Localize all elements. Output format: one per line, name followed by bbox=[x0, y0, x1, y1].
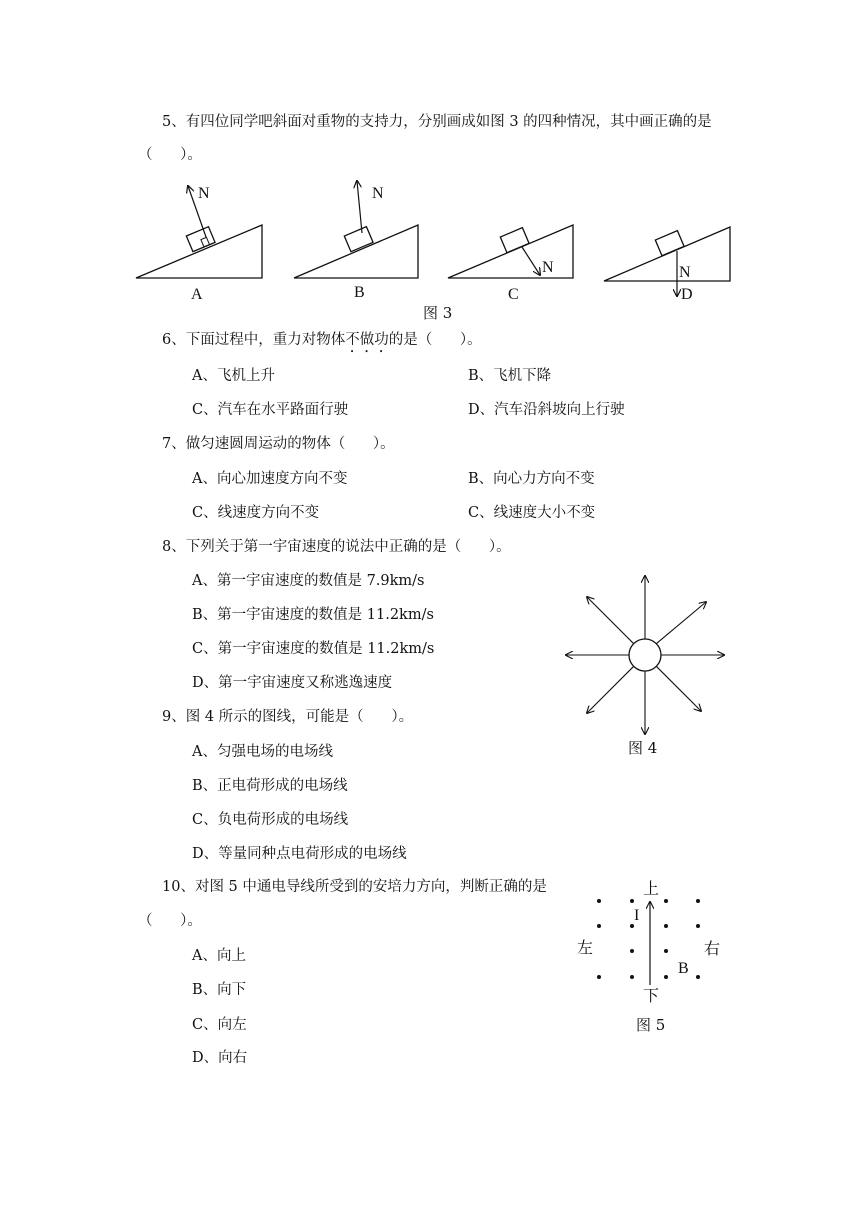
label-left: 左 bbox=[577, 940, 594, 957]
label-field: B bbox=[678, 960, 689, 977]
label-up: 上 bbox=[643, 881, 660, 898]
q6-option-c: C、汽车在水平路面行驶 bbox=[192, 402, 349, 418]
force-label-a: N bbox=[198, 185, 210, 202]
q9-option-c: C、负电荷形成的电场线 bbox=[192, 812, 349, 828]
q9-stem: 9、图 4 所示的图线，可能是（ ）。 bbox=[162, 709, 414, 725]
incline-a bbox=[136, 185, 262, 303]
q7-option-b: B、向心力方向不变 bbox=[468, 471, 595, 487]
force-label-b: N bbox=[372, 185, 384, 202]
q8-option-c: C、第一宇宙速度的数值是 11.2km/s bbox=[192, 641, 435, 657]
figure-3-inclines bbox=[130, 175, 750, 303]
q9-option-d: D、等量同种点电荷形成的电场线 bbox=[192, 846, 407, 862]
option-label-d: D bbox=[681, 286, 693, 303]
q6-stem-emphasis: 不做功 bbox=[345, 332, 389, 348]
q5-stem-line1: 5、有四位同学吧斜面对重物的支持力，分别画成如图 3 的四种情况，其中画正确的是 bbox=[162, 114, 712, 130]
figure-5-caption: 图 5 bbox=[636, 1016, 666, 1034]
q7-option-a: A、向心加速度方向不变 bbox=[192, 471, 348, 487]
option-label-a: A bbox=[191, 286, 203, 303]
q6-stem-after: 的是（ ）。 bbox=[388, 332, 482, 348]
q5-stem-line2: （ ）。 bbox=[138, 147, 202, 163]
q8-stem: 8、下列关于第一宇宙速度的说法中正确的是（ ）。 bbox=[162, 539, 511, 555]
figure-4-field-lines bbox=[560, 570, 730, 740]
option-label-c: C bbox=[508, 286, 519, 303]
q6-option-a: A、飞机上升 bbox=[192, 368, 275, 384]
q10-option-b: B、向下 bbox=[192, 982, 247, 998]
q10-option-a: A、向上 bbox=[192, 948, 246, 964]
q9-option-b: B、正电荷形成的电场线 bbox=[192, 778, 348, 794]
q6-option-b: B、飞机下降 bbox=[468, 368, 552, 384]
label-down: 下 bbox=[643, 988, 660, 1005]
incline-c bbox=[448, 225, 573, 303]
figure-5-magnetic-field bbox=[570, 875, 730, 1010]
force-label-d: N bbox=[679, 264, 691, 281]
incline-b bbox=[294, 181, 418, 301]
figure-3-caption: 图 3 bbox=[423, 304, 453, 322]
q10-stem-line1: 10、对图 5 中通电导线所受到的安培力方向，判断正确的是 bbox=[162, 879, 547, 895]
label-current: I bbox=[634, 907, 640, 924]
charge-circle bbox=[629, 639, 661, 671]
option-label-b: B bbox=[354, 284, 365, 301]
q6-option-d: D、汽车沿斜坡向上行驶 bbox=[468, 402, 625, 418]
q9-option-a: A、匀强电场的电场线 bbox=[192, 744, 333, 760]
q7-stem: 7、做匀速圆周运动的物体（ ）。 bbox=[162, 436, 395, 452]
incline-d bbox=[604, 227, 730, 303]
q7-option-c2: C、线速度大小不变 bbox=[468, 505, 596, 521]
q8-option-d: D、第一宇宙速度又称逃逸速度 bbox=[192, 675, 393, 691]
label-right: 右 bbox=[704, 941, 721, 958]
q6-stem-before: 6、下面过程中，重力对物体 bbox=[162, 332, 346, 348]
q10-option-c: C、向左 bbox=[192, 1017, 247, 1033]
force-label-c: N bbox=[542, 259, 554, 276]
q6-stem bbox=[162, 330, 482, 356]
q7-option-c: C、线速度方向不变 bbox=[192, 505, 320, 521]
figure-4-caption: 图 4 bbox=[628, 739, 658, 757]
q10-option-d: D、向右 bbox=[192, 1050, 248, 1066]
q8-option-b: B、第一宇宙速度的数值是 11.2km/s bbox=[192, 607, 434, 623]
q10-stem-line2: （ ）。 bbox=[138, 913, 202, 929]
q8-option-a: A、第一宇宙速度的数值是 7.9km/s bbox=[192, 573, 425, 589]
